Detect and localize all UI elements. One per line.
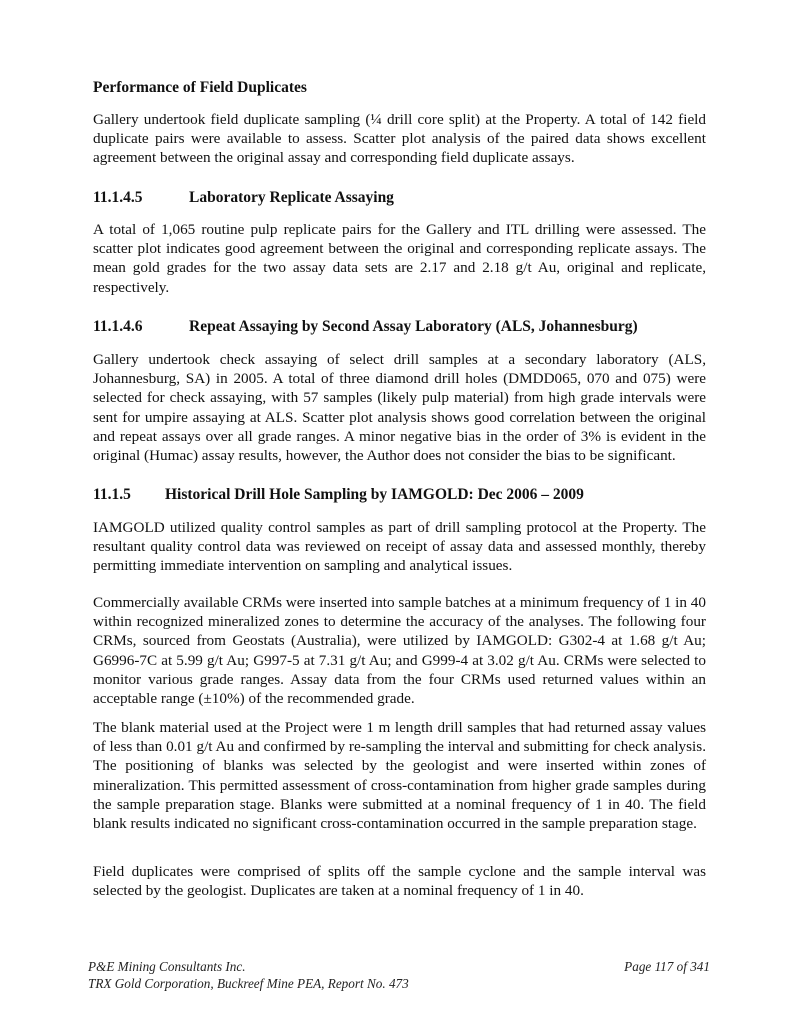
paragraph-field-duplicates: Gallery undertook field duplicate sampling (¼ drill core split) at the Property. A total of 142 field duplicate pairs were available to assess. Scatter plot analysis of the paired data shows excellent agreement between the original assay and corresponding field duplicate assays. [93,111,706,167]
section-number: 11.1.5 [93,486,131,503]
footer-page-number: Page 117 of 341 [624,959,710,974]
footer-report: TRX Gold Corporation, Buckreef Mine PEA, Report No. 473 [88,976,409,991]
paragraph-blanks: The blank material used at the Project were 1 m length drill samples that had returned assay values of less than 0.01 g/t Au and confirmed by re-sampling the interval and submitting for check analysis. The positioning of blanks was selected by the geologist and were inserted within zones of mineralization. This permitted assessment of cross-contamination from higher grade samples during the sample preparation stage. Blanks were submitted at a nominal frequency of 1 in 40. The field blank results indicated no significant cross-contamination occurred in the sample preparation stage. [93,719,706,833]
heading-title: Historical Drill Hole Sampling by IAMGOLD: Dec 2006 – 2009 [165,486,584,503]
heading-lab-replicate [93,188,394,207]
heading-title: Repeat Assaying by Second Assay Laboratory (ALS, Johannesburg) [189,318,638,335]
heading-title: Laboratory Replicate Assaying [189,189,394,206]
heading-field-duplicates [93,78,307,97]
paragraph-crms: Commercially available CRMs were inserted into sample batches at a minimum frequency of 1 in 40 within recognized mineralized zones to determine the accuracy of the analyses. The following four CRMs, sourced from Geostats (Australia), were utilized by IAMGOLD: G302-4 at 1.68 g/t Au; G6996-7C at 5.99 g/t Au; G997-5 at 7.31 g/t Au; and G999-4 at 3.02 g/t Au. CRMs were selected to monitor various grade ranges. Assay data from the four CRMs used returned values within an acceptable range (±10%) of the recommended grade. [93,594,706,708]
paragraph-repeat-assaying: Gallery undertook check assaying of select drill samples at a secondary laboratory (ALS, Johannesburg, SA) in 2005. A total of three diamond drill holes (DMDD065, 070 and 075) were selected for check assaying, with 57 samples (likely pulp material) from high grade intervals were sent for umpire assaying at ALS. Scatter plot analysis shows good correlation between the original and repeat assays over all grade ranges. A minor negative bias in the order of 3% is evident in the original (Humac) assay results, however, the Author does not consider the bias to be significant. [93,351,706,465]
paragraph-qc-overview: IAMGOLD utilized quality control samples as part of drill sampling protocol at the Property. The resultant quality control data was reviewed on receipt of assay data and assessed monthly, thereby permitting immediate intervention on sampling and analytical issues. [93,519,706,575]
heading-title: Performance of Field Duplicates [93,79,307,96]
section-number: 11.1.4.6 [93,318,143,335]
page-footer [88,958,710,992]
paragraph-lab-replicate: A total of 1,065 routine pulp replicate pairs for the Gallery and ITL drilling were assessed. The scatter plot indicates good agreement between the original and corresponding replicate assays. The mean gold grades for the two assay data sets are 2.17 and 2.18 g/t Au, original and replicate, respectively. [93,221,706,296]
heading-repeat-assaying [93,317,638,336]
section-number: 11.1.4.5 [93,189,143,206]
heading-historical-sampling [93,485,584,504]
footer-company: P&E Mining Consultants Inc. [88,959,246,974]
paragraph-field-duplicates-iamgold: Field duplicates were comprised of splits off the sample cyclone and the sample interval was selected by the geologist. Duplicates are taken at a nominal frequency of 1 in 40. [93,863,706,900]
